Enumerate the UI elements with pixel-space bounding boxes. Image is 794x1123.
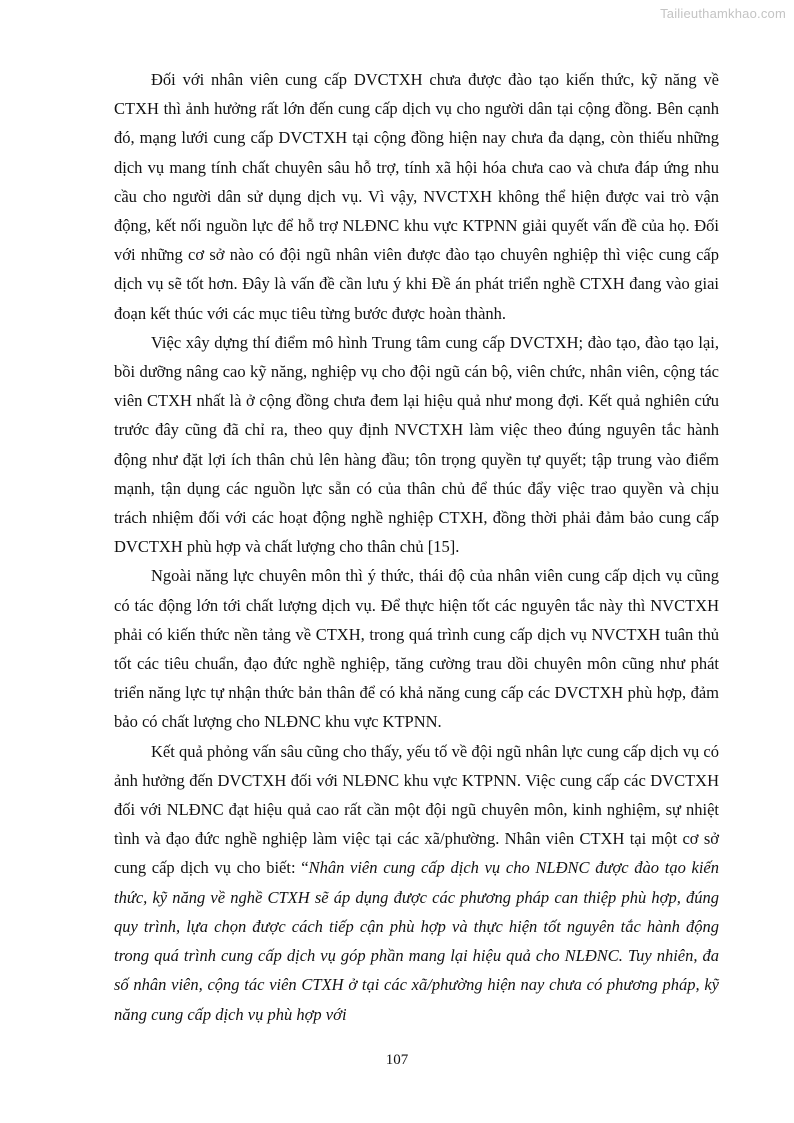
paragraph-4-text: Kết quả phỏng vấn sâu cũng cho thấy, yếu tố về đội ngũ nhân lực cung cấp dịch vụ có ảnh hưởng đến DVCTXH đối với NLĐNC khu vực KTPNN. Việc cung cấp các DVCTXH đối với NLĐNC đạt hiệu quả cao rất cần một đội ngũ chuyên môn, kinh nghiệm, sự nhiệt tình và đạo đức nghề nghiệp làm việc tại các xã/phường. Nhân viên CTXH tại một cơ sở cung cấp dịch vụ cho biết: “ (114, 741, 719, 878)
paragraph-1: Đối với nhân viên cung cấp DVCTXH chưa được đào tạo kiến thức, kỹ năng về CTXH thì ảnh hưởng rất lớn đến cung cấp dịch vụ cho người dân tại cộng đồng. Bên cạnh đó, mạng lưới cung cấp DVCTXH tại cộng đồng hiện nay chưa đa dạng, còn thiếu những dịch vụ mang tính chất chuyên sâu hỗ trợ, tính xã hội hóa chưa cao và chưa đáp ứng nhu cầu cho người dân sử dụng dịch vụ. Vì vậy, NVCTXH không thể hiện được vai trò vận động, kết nối nguồn lực để hỗ trợ NLĐNC khu vực KTPNN giải quyết vấn đề của họ. Đối với những cơ sở nào có đội ngũ nhân viên được đào tạo chuyên nghiệp thì việc cung cấp dịch vụ sẽ tốt hơn. Đây là vấn đề cần lưu ý khi Đề án phát triển nghề CTXH đang vào giai đoạn kết thúc với các mục tiêu từng bước được hoàn thành. (114, 70, 719, 323)
paragraph-4 (114, 737, 719, 1029)
document-body (114, 65, 719, 1029)
interview-quote: Nhân viên cung cấp dịch vụ cho NLĐNC được đào tạo kiến thức, kỹ năng về nghề CTXH sẽ áp dụng được các phương pháp can thiệp phù hợp, đúng quy trình, lựa chọn được cách tiếp cận phù hợp và thực hiện tốt nguyên tắc hành động trong quá trình cung cấp dịch vụ góp phần mang lại hiệu quả cho NLĐNC. Tuy nhiên, đa số nhân viên, cộng tác viên CTXH ở tại các xã/phường hiện nay chưa có phương pháp, kỹ năng cung cấp dịch vụ phù hợp với (114, 858, 719, 1024)
page-number: 107 (385, 1052, 409, 1068)
paragraph-3: Ngoài năng lực chuyên môn thì ý thức, thái độ của nhân viên cung cấp dịch vụ cũng có tác động lớn tới chất lượng dịch vụ. Để thực hiện tốt các nguyên tắc này thì NVCTXH phải có kiến thức nền tảng về CTXH, trong quá trình cung cấp dịch vụ NVCTXH tuân thủ tốt các tiêu chuẩn, đạo đức nghề nghiệp, tăng cường trau dồi chuyên môn cũng như phát triển năng lực tự nhận thức bản thân để có khả năng cung cấp các DVCTXH phù hợp, đảm bảo có chất lượng cho NLĐNC khu vực KTPNN. (114, 566, 719, 732)
paragraph-2: Việc xây dựng thí điểm mô hình Trung tâm cung cấp DVCTXH; đào tạo, đào tạo lại, bồi dưỡng nâng cao kỹ năng, nghiệp vụ cho đội ngũ cán bộ, viên chức, nhân viên, cộng tác viên CTXH nhất là ở cộng đồng chưa đem lại hiệu quả như mong đợi. Kết quả nghiên cứu trước đây cũng đã chỉ ra, theo quy định NVCTXH làm việc theo đúng nguyên tắc hành động như đặt lợi ích thân chủ lên hàng đầu; tôn trọng quyền tự quyết; tập trung vào điểm mạnh, tận dụng các nguồn lực sẵn có của thân chủ để thúc đẩy việc trao quyền và chịu trách nhiệm đối với các hoạt động nghề nghiệp CTXH, đồng thời phải đảm bảo cung cấp DVCTXH phù hợp và chất lượng cho thân chủ [15]. (114, 332, 719, 557)
watermark: Tailieuthamkhao.com (660, 6, 786, 21)
